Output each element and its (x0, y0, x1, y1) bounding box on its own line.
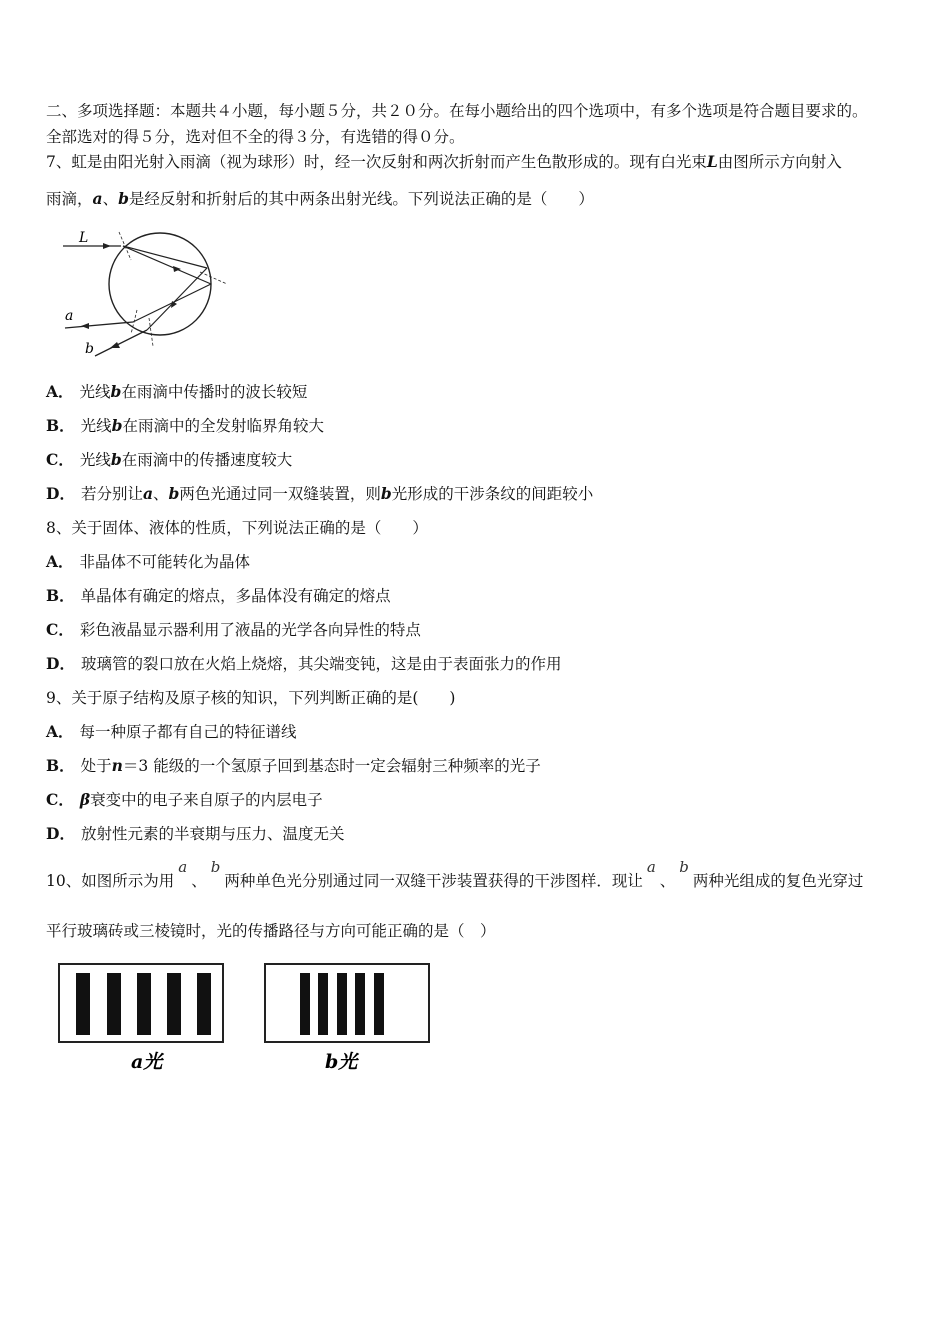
q10-stem-line1 (46, 858, 864, 891)
option-text: 在雨滴中的传播速度较大 (121, 451, 293, 469)
option-label: A． (46, 382, 74, 401)
label-L: L (79, 230, 89, 246)
option-label: C． (46, 620, 74, 639)
option-var: β (79, 790, 91, 809)
q8-option-c (46, 620, 421, 640)
option-label: B． (46, 756, 75, 775)
q9-option-a (46, 722, 297, 742)
option-var: b (111, 416, 123, 435)
q7-var-L: L (706, 152, 718, 171)
option-label: C． (46, 790, 74, 809)
q10-stem-text: 两种单色光分别通过同一双缝干涉装置获得的干涉图样．现让 (224, 872, 643, 890)
option-text: 光线 (79, 383, 111, 401)
q7-option-d (46, 484, 593, 504)
q10-sep: 、 (191, 872, 207, 890)
option-label: C． (46, 450, 74, 469)
q8-option-a (46, 552, 250, 572)
q9-option-b (46, 756, 541, 776)
q10-var-a: a (646, 858, 656, 876)
option-text: 若分别让 (80, 485, 143, 503)
q7-option-b (46, 416, 324, 436)
interference-patterns-figure (55, 960, 435, 1080)
q9-option-d (46, 824, 344, 844)
q10-stem-text: 两种光组成的复色光穿过 (692, 872, 864, 890)
q7-var-a: a (92, 189, 103, 208)
q9-stem: 9、关于原子结构及原子核的知识，下列判断正确的是( ) (46, 689, 456, 707)
q7-stem-tail: 由图所示方向射入 (717, 153, 842, 171)
q9-option-c (46, 790, 323, 810)
caption-a-light: a光 (131, 1051, 163, 1073)
option-var: b (110, 450, 122, 469)
option-label: B． (46, 586, 75, 605)
q10-var-b: b (210, 858, 221, 876)
label-a: a (65, 308, 74, 324)
option-text: 非晶体不可能转化为晶体 (79, 553, 251, 571)
option-text: 光线 (79, 451, 111, 469)
option-var: b (110, 382, 122, 401)
q10-stem-line2: 平行玻璃砖或三棱镜时，光的传播路径与方向可能正确的是（ ） (46, 922, 496, 940)
option-text: 在雨滴中的全发射临界角较大 (122, 417, 324, 435)
q7-sep: 、 (102, 190, 119, 208)
q8-option-d (46, 654, 561, 674)
option-text: 处于 (80, 757, 112, 775)
option-text: 、 (153, 485, 169, 503)
label-b: b (85, 341, 94, 357)
option-label: A． (46, 722, 74, 741)
option-label: D． (46, 654, 75, 673)
option-label: A． (46, 552, 74, 571)
q7-option-a (46, 382, 307, 402)
option-text: 每一种原子都有自己的特征谱线 (79, 723, 297, 741)
option-label: B． (46, 416, 75, 435)
option-label: D． (46, 824, 75, 843)
q7-stem2-text: 雨滴， (46, 190, 93, 208)
option-text: 放射性元素的半衰期与压力、温度无关 (80, 825, 345, 843)
q10-sep: 、 (659, 872, 676, 890)
option-text: 光线 (80, 417, 112, 435)
raindrop-diagram (55, 222, 235, 362)
q10-var-a: a (178, 858, 188, 876)
q7-var-b: b (118, 189, 129, 208)
option-text: 彩色液晶显示器利用了液晶的光学各向异性的特点 (79, 621, 421, 639)
section-heading-line1: 二、多项选择题：本题共４小题，每小题５分，共２０分。在每小题给出的四个选项中，有多个选项是符合题目要求的。 (46, 102, 868, 120)
q7-option-c (46, 450, 292, 470)
option-text: 单晶体有确定的熔点，多晶体没有确定的熔点 (80, 587, 391, 605)
q7-stem-text: 7、虹是由阳光射入雨滴（视为球形）时，经一次反射和两次折射而产生色散形成的。现有白光束 (46, 153, 707, 171)
q8-stem: 8、关于固体、液体的性质，下列说法正确的是（ ） (46, 519, 428, 537)
option-text: 光形成的干涉条纹的间距较小 (391, 485, 594, 503)
q10-stem-text: 10、如图所示为用 (46, 872, 175, 890)
caption-b-light: b光 (325, 1051, 358, 1073)
option-text: 两色光通过同一双缝装置，则 (179, 485, 381, 503)
q7-stem-line1 (46, 152, 842, 172)
option-var: b (168, 484, 180, 503)
option-text: 衰变中的电子来自原子的内层电子 (90, 791, 323, 809)
q10-var-b: b (679, 858, 689, 876)
section-heading-line2: 全部选对的得５分，选对但不全的得３分，有选错的得０分。 (46, 128, 465, 146)
option-label: D． (46, 484, 75, 503)
raindrop-circle (109, 233, 211, 335)
option-var: n (111, 756, 123, 775)
option-text: ＝3 能级的一个氢原子回到基态时一定会辐射三种频率的光子 (122, 757, 541, 775)
option-text: 玻璃管的裂口放在火焰上烧熔，其尖端变钝，这是由于表面张力的作用 (80, 655, 562, 673)
q7-stem-line2 (46, 189, 594, 209)
q7-stem2-tail: 是经反射和折射后的其中两条出射光线。下列说法正确的是（ ） (128, 190, 594, 208)
option-var: b (380, 484, 392, 503)
option-var: a (142, 484, 154, 503)
option-text: 在雨滴中传播时的波长较短 (121, 383, 308, 401)
q8-option-b (46, 586, 391, 606)
